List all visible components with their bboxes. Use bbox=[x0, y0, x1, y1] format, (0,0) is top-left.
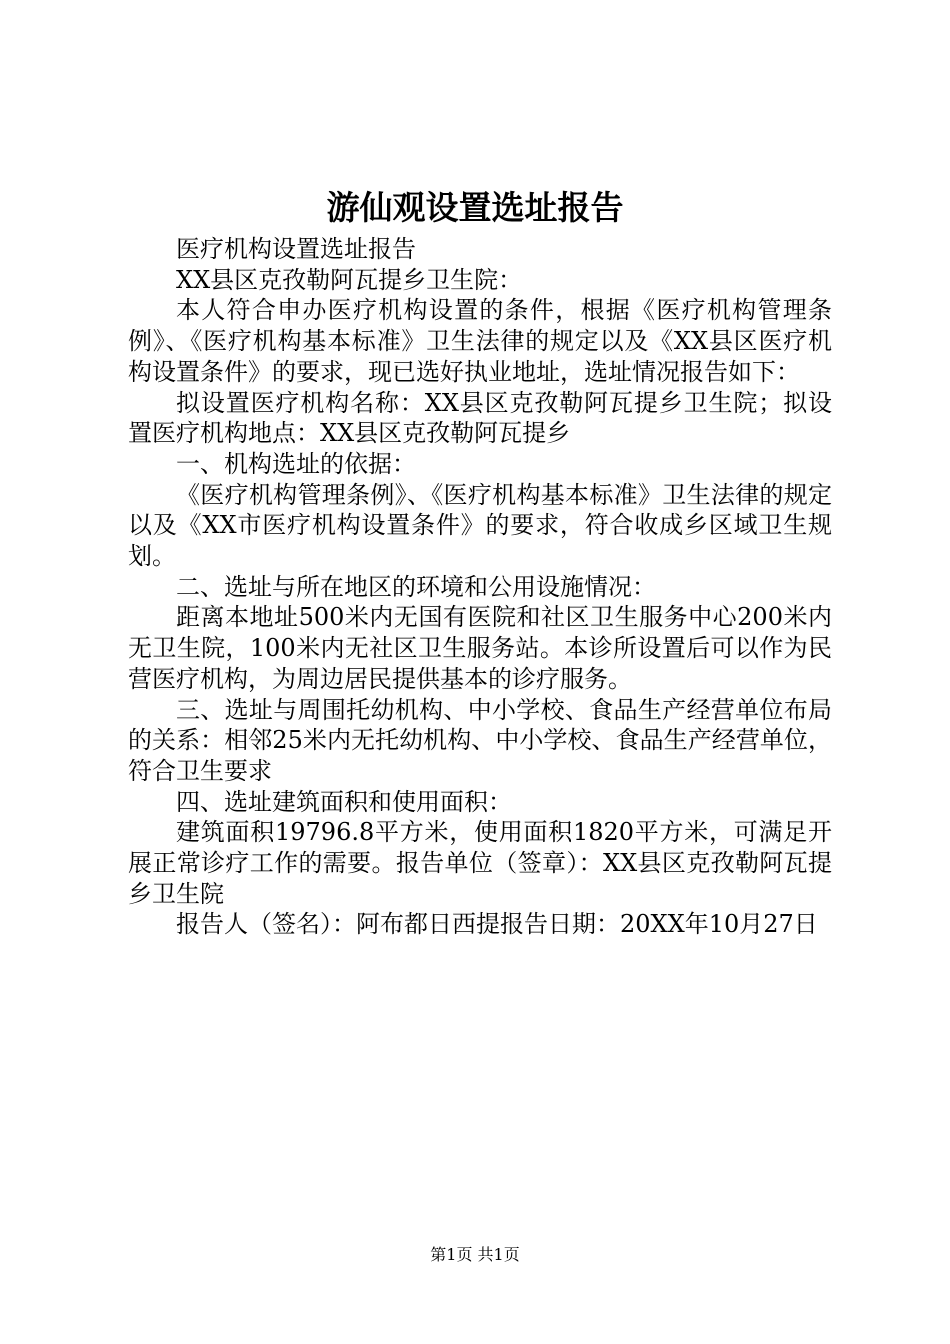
section-2-body: 距离本地址500米内无国有医院和社区卫生服务中心200米内无卫生院，100米内无社区卫生服务站。本诊所设置后可以作为民营医疗机构，为周边居民提供基本的诊疗服务。 bbox=[128, 603, 832, 693]
paragraph-intro: 本人符合申办医疗机构设置的条件，根据《医疗机构管理条例》、《医疗机构基本标准》卫生法律的规定以及《XX县区医疗机构设置条件》的要求，现已选好执业地址，选址情况报告如下： bbox=[128, 296, 832, 386]
paragraph-heading: 医疗机构设置选址报告 bbox=[176, 235, 416, 263]
paragraph-signature: 报告人（签名）：阿布都日西提报告日期：20XX年10月27日 bbox=[176, 910, 818, 939]
section-3-body: 三、选址与周围托幼机构、中小学校、食品生产经营单位布局的关系：相邻25米内无托幼机构、中小学校、食品生产经营单位，符合卫生要求 bbox=[128, 695, 832, 785]
section-4-heading: 四、选址建筑面积和使用面积： bbox=[176, 787, 512, 816]
paragraph-addressee: XX县区克孜勒阿瓦提乡卫生院： bbox=[176, 265, 523, 294]
section-2-heading: 二、选址与所在地区的环境和公用设施情况： bbox=[176, 572, 656, 601]
section-1-heading: 一、机构选址的依据： bbox=[176, 449, 416, 478]
section-1-body: 《医疗机构管理条例》、《医疗机构基本标准》卫生法律的规定以及《XX市医疗机构设置条件》的要求，符合收成乡区域卫生规划。 bbox=[128, 480, 832, 571]
page-footer: 第1页 共1页 bbox=[430, 1245, 520, 1264]
paragraph-proposed-name: 拟设置医疗机构名称：XX县区克孜勒阿瓦提乡卫生院；拟设置医疗机构地点：XX县区克孜勒阿瓦提乡 bbox=[128, 388, 832, 448]
document-title: 游仙观设置选址报告 bbox=[326, 188, 624, 227]
document-body bbox=[128, 234, 832, 940]
section-4-body: 建筑面积19796.8平方米，使用面积1820平方米，可满足开展正常诊疗工作的需要。报告单位（签章）：XX县区克孜勒阿瓦提乡卫生院 bbox=[128, 818, 832, 908]
